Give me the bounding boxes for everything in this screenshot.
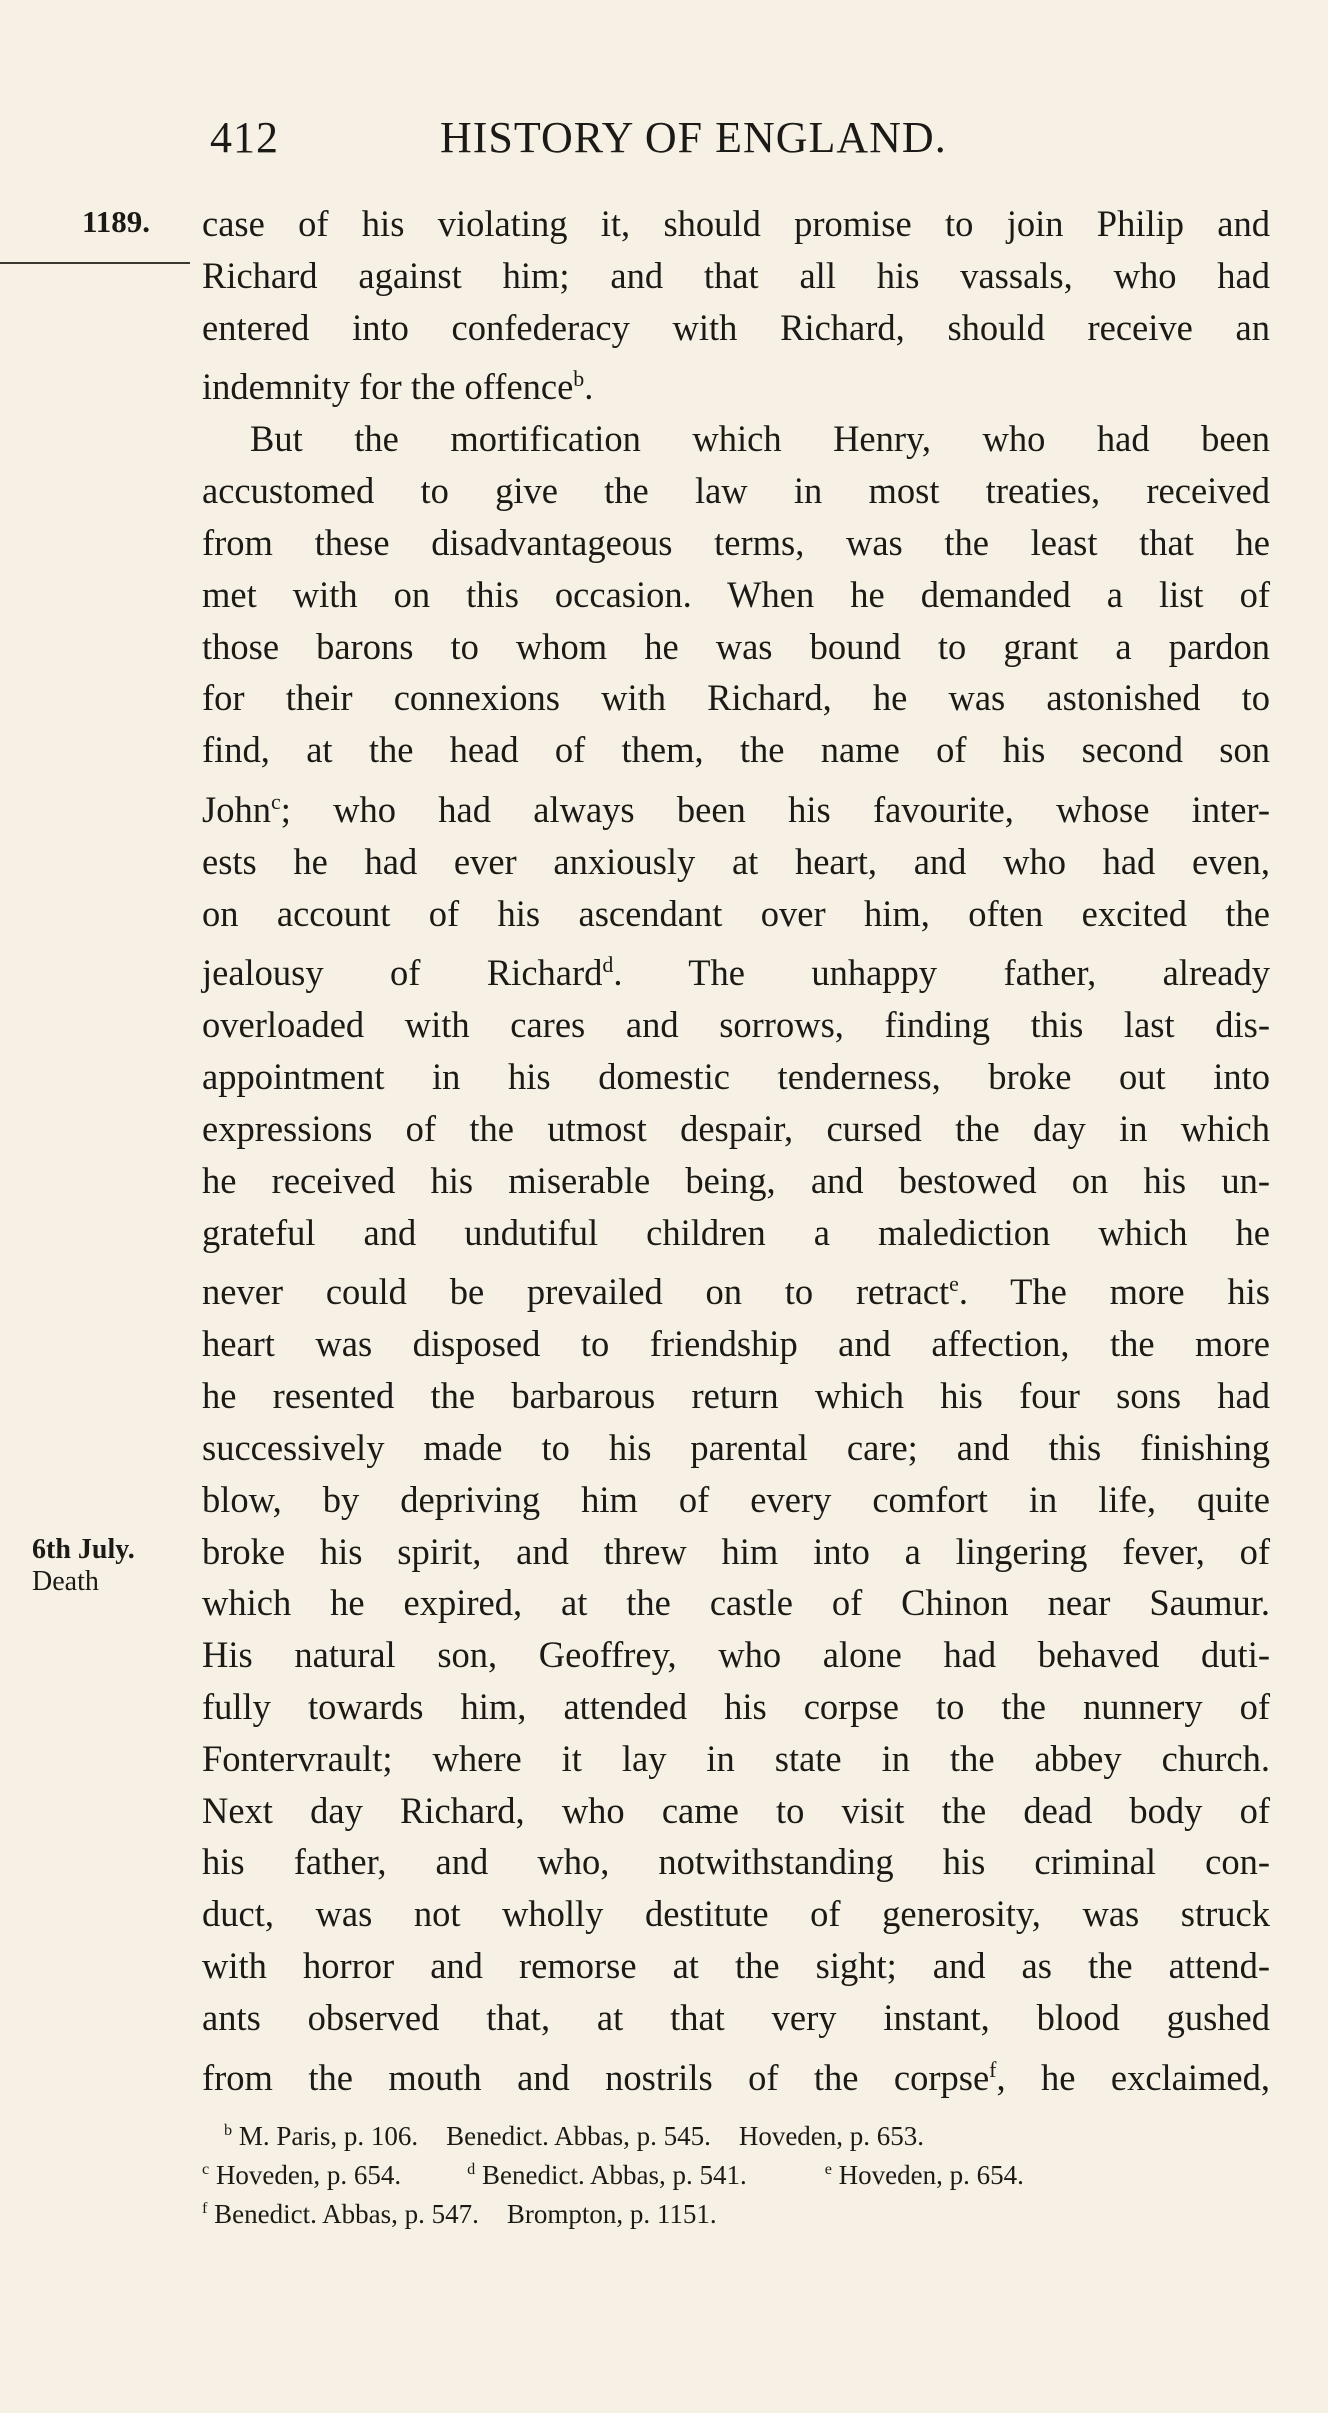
- text-line: blow, by depriving him of every comfort in life, quite: [202, 1478, 1270, 1520]
- text-line: duct, was not wholly destitute of generosity, was struck: [202, 1893, 1270, 1935]
- footnotes: [202, 2114, 1272, 2231]
- running-title: HISTORY OF ENGLAND.: [440, 113, 947, 162]
- text-line: heart was disposed to friendship and affection, the more: [202, 1323, 1270, 1365]
- running-head: [210, 112, 1030, 172]
- margin-date: 6th July.: [32, 1534, 135, 1565]
- text-line: entered into confederacy with Richard, should receive an: [202, 306, 1270, 348]
- text-line: his father, and who, notwithstanding his criminal con-: [202, 1841, 1270, 1883]
- footnote-ref: f: [989, 2056, 997, 2082]
- text-line: accustomed to give the law in most treaties, received: [202, 470, 1270, 512]
- footnote-b: $^b$ M. Paris, p. 106. Benedict. Abbas, p. 545. Hoveden, p. 653.: [224, 2121, 925, 2151]
- text-line: with horror and remorse at the sight; and as the attend-: [202, 1944, 1270, 1986]
- text-line: grateful and undutiful children a malediction which he: [202, 1211, 1270, 1253]
- text-line: he resented the barbarous return which his four sons had: [202, 1375, 1270, 1417]
- margin-rule: [0, 262, 190, 264]
- text-line: met with on this occasion. When he demanded a list of: [202, 573, 1270, 615]
- text-line: for their connexions with Richard, he was astonished to: [202, 677, 1270, 719]
- text-line: indemnity for the offence$^b$.: [202, 366, 594, 408]
- text-line: But the mortification which Henry, who had been: [250, 418, 1270, 460]
- text-line: from the mouth and nostrils of the corpse$^f$, he exclaimed,: [202, 2056, 1270, 2098]
- text-line: Richard against him; and that all his vassals, who had: [202, 254, 1270, 296]
- text-line: ants observed that, at that very instant, blood gushed: [202, 1996, 1270, 2038]
- text-line: never could be prevailed on to retract$^e$. The more his: [202, 1271, 1270, 1313]
- footnote-ref: b: [573, 366, 585, 392]
- text-line: broke his spirit, and threw him into a lingering fever, of: [202, 1530, 1270, 1572]
- margin-note: [32, 1534, 135, 1598]
- text-line: appointment in his domestic tenderness, broke out into: [202, 1056, 1270, 1098]
- footnote-cde: $^c$ Hoveden, p. 654. $^d$ Benedict. Abbas, p. 541. $^e$ Hoveden, p. 654.: [202, 2160, 1024, 2190]
- text-line: fully towards him, attended his corpse to the nunnery of: [202, 1685, 1270, 1727]
- footnote-ref: d: [602, 952, 614, 978]
- text-line: ests he had ever anxiously at heart, and who had even,: [202, 840, 1270, 882]
- margin-note-text: Death: [32, 1566, 99, 1597]
- text-line: jealousy of Richard$^d$. The unhappy father, already: [202, 952, 1271, 994]
- text-line: John$^c$; who had always been his favourite, whose inter-: [202, 788, 1270, 831]
- text-line: expressions of the utmost despair, cursed the day in which: [202, 1108, 1270, 1150]
- footnote-ref: e: [949, 1271, 959, 1297]
- margin-year: 1189.: [82, 204, 151, 239]
- text-line: His natural son, Geoffrey, who alone had behaved duti-: [202, 1634, 1270, 1676]
- footnote-ref: c: [270, 788, 281, 814]
- text-line: overloaded with cares and sorrows, finding this last dis-: [202, 1004, 1270, 1046]
- text-line: which he expired, at the castle of Chinon near Saumur.: [202, 1582, 1270, 1624]
- footnote-f: $^f$ Benedict. Abbas, p. 547. Brompton, p. 1151.: [202, 2199, 717, 2229]
- text-line: those barons to whom he was bound to grant a pardon: [202, 625, 1270, 667]
- text-line: successively made to his parental care; and this finishing: [202, 1426, 1270, 1468]
- text-line: on account of his ascendant over him, often excited the: [202, 892, 1270, 934]
- text-line: he received his miserable being, and bestowed on his un-: [202, 1159, 1270, 1201]
- body-text: [202, 198, 1270, 2103]
- text-line: from these disadvantageous terms, was the least that he: [202, 521, 1270, 563]
- text-line: Next day Richard, who came to visit the dead body of: [202, 1789, 1270, 1831]
- text-line: find, at the head of them, the name of his second son: [202, 729, 1270, 771]
- text-line: Fontervrault; where it lay in state in the abbey church.: [202, 1737, 1270, 1779]
- page-number: 412: [210, 113, 279, 162]
- text-line: case of his violating it, should promise to join Philip and: [202, 203, 1270, 244]
